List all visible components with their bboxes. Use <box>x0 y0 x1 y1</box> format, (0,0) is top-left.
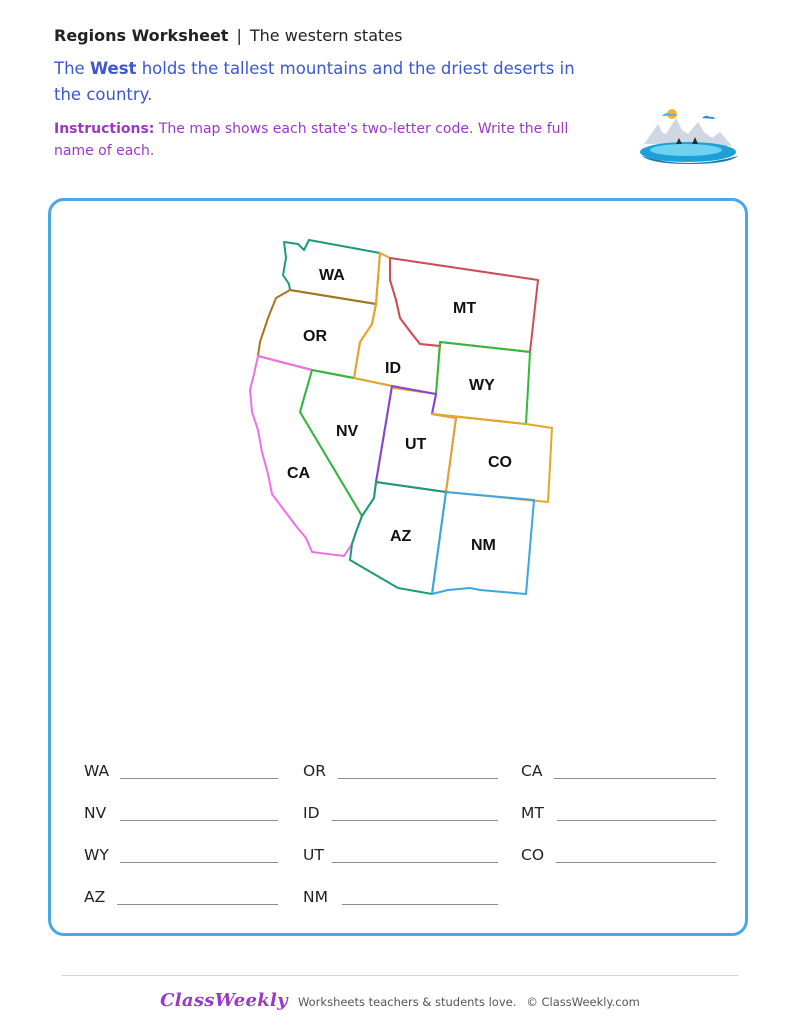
worksheet-subtitle: The western states <box>249 26 403 45</box>
footer <box>0 990 800 1011</box>
answer-line-CA[interactable] <box>554 778 716 779</box>
footer-copyright: © ClassWeekly.com <box>526 995 640 1009</box>
answer-line-NM[interactable] <box>342 904 498 905</box>
map-label-UT: UT <box>405 436 427 453</box>
answer-label-OR: OR <box>303 762 326 780</box>
intro-text <box>54 56 584 108</box>
intro-bold-term: West <box>89 59 137 78</box>
title-separator: | <box>236 26 242 45</box>
map-label-WA: WA <box>319 267 345 284</box>
footer-divider <box>62 975 738 976</box>
answer-line-AZ[interactable] <box>117 904 278 905</box>
map-label-OR: OR <box>303 328 327 345</box>
map-label-MT: MT <box>453 300 477 317</box>
worksheet-title: Regions Worksheet <box>54 26 229 45</box>
brand-logo[interactable]: ClassWeekly <box>160 990 288 1011</box>
instructions-label: Instructions: <box>54 121 155 137</box>
answer-line-OR[interactable] <box>338 778 498 779</box>
western-states-map <box>240 230 560 602</box>
answer-line-NV[interactable] <box>120 820 278 821</box>
answer-label-ID: ID <box>303 804 320 822</box>
answer-label-NV: NV <box>84 804 107 822</box>
map-label-ID: ID <box>385 360 401 377</box>
map-label-CO: CO <box>488 454 512 471</box>
answer-label-UT: UT <box>303 846 324 864</box>
answer-line-UT[interactable] <box>332 862 498 863</box>
intro-rest: holds the tallest mountains and the driest deserts in the country. <box>54 59 575 104</box>
answer-label-WY: WY <box>84 846 109 864</box>
answer-label-AZ: AZ <box>84 888 106 906</box>
instructions <box>54 118 594 162</box>
map-label-CA: CA <box>287 465 311 482</box>
state-CA <box>250 356 362 556</box>
map-label-AZ: AZ <box>390 528 412 545</box>
answer-line-CO[interactable] <box>556 862 716 863</box>
map-label-NV: NV <box>336 423 359 440</box>
answer-line-WA[interactable] <box>120 778 278 779</box>
answer-label-CA: CA <box>521 762 543 780</box>
intro-prefix: The <box>54 59 90 78</box>
footer-tagline: Worksheets teachers & students love. <box>297 995 517 1009</box>
answer-line-MT[interactable] <box>557 820 716 821</box>
map-label-NM: NM <box>471 537 496 554</box>
answer-label-NM: NM <box>303 888 328 906</box>
answer-label-WA: WA <box>84 762 110 780</box>
worksheet-header <box>54 26 402 45</box>
answer-label-MT: MT <box>521 804 544 822</box>
answer-line-WY[interactable] <box>120 862 278 863</box>
instructions-text: The map shows each state's two-letter code. Write the full name of each. <box>54 121 569 159</box>
map-label-WY: WY <box>469 377 495 394</box>
answer-label-CO: CO <box>521 846 545 864</box>
answer-line-ID[interactable] <box>332 820 498 821</box>
state-NV <box>300 370 392 516</box>
mountain-lake-illustration <box>636 104 740 166</box>
